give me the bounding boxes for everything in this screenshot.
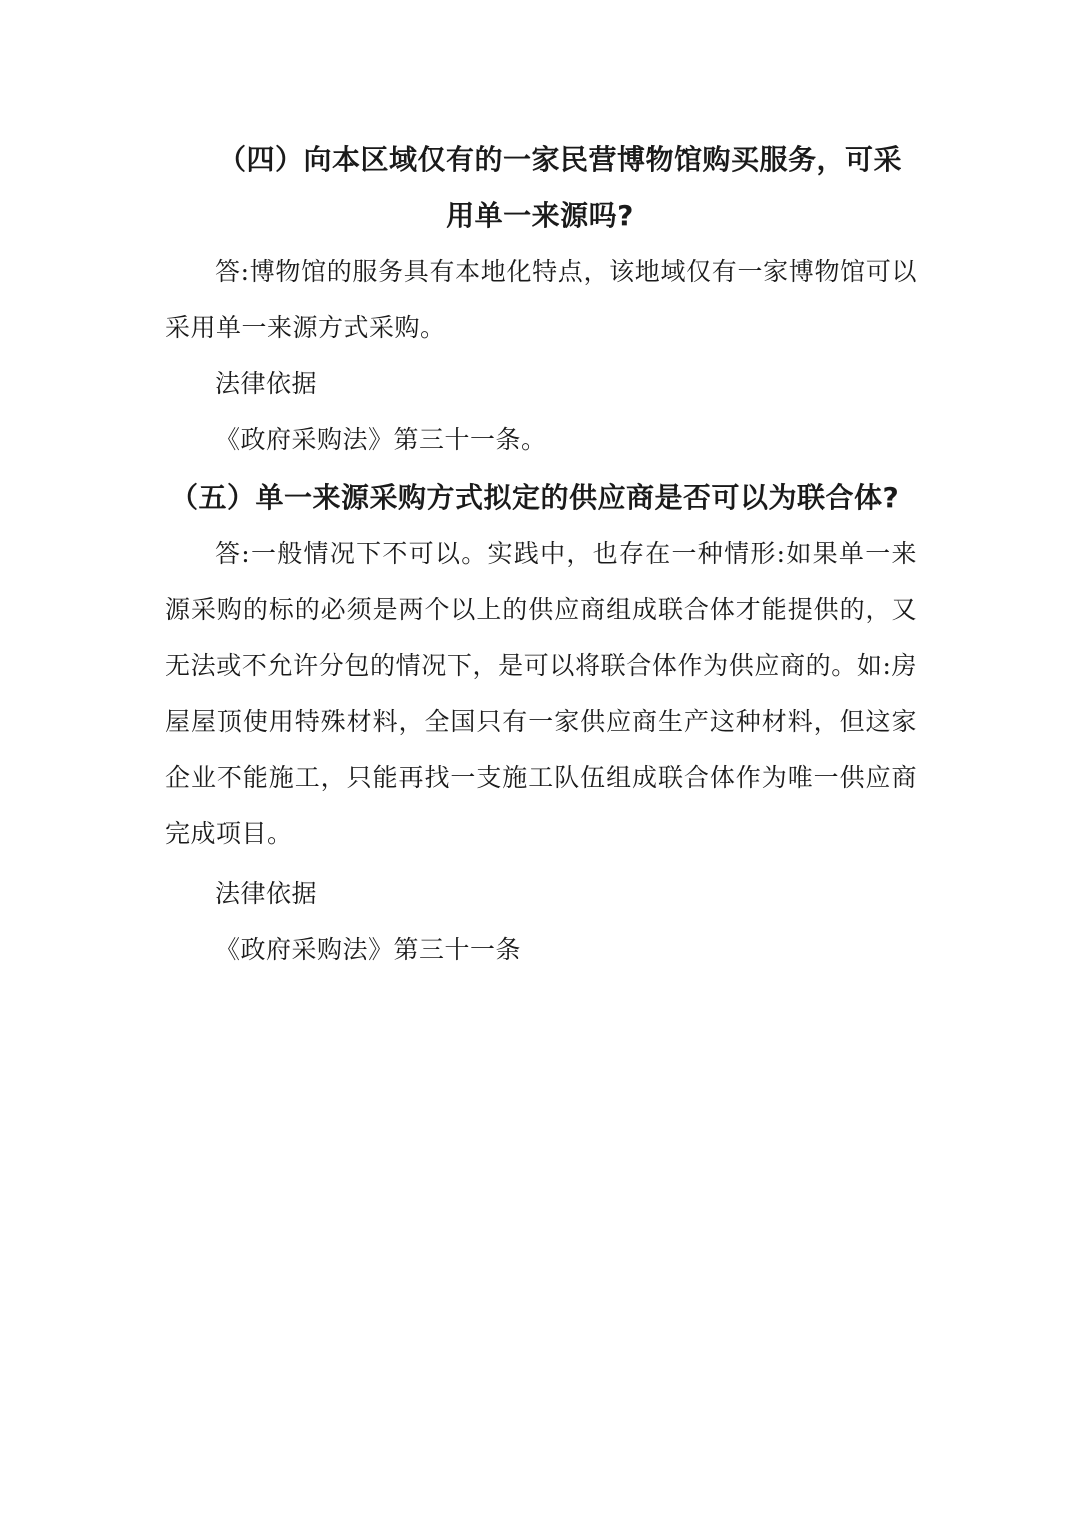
section5-heading: （五）单一来源采购方式拟定的供应商是否可以为联合体? xyxy=(170,481,900,514)
section4-basis-text: 《政府采购法》第三十一条。 xyxy=(215,425,547,454)
section4-heading-line1: （四）向本区域仅有的一家民营博物馆购买服务，可采 xyxy=(218,143,903,176)
section5-basis-text: 《政府采购法》第三十一条 xyxy=(215,935,522,964)
section4-answer: 答:博物馆的服务具有本地化特点，该地域仅有一家博物馆可以采用单一来源方式采购。 xyxy=(165,257,917,342)
section4-heading-line2: 用单一来源吗? xyxy=(446,199,634,232)
section5-answer: 答:一般情况下不可以。实践中，也存在一种情形:如果单一来源采购的标的必须是两个以上的供应商组成联合体才能提供的，又无法或不允许分包的情况下，是可以将联合体作为供应商的。如:房屋屋顶使用特殊材料，全国只有一家供应商生产这种材料，但这家企业不能施工，只能再找一支施工队伍组成联合体作为唯一供应商完成项目。 xyxy=(165,539,917,848)
section4-basis-label: 法律依据 xyxy=(215,369,318,398)
section5-basis-label: 法律依据 xyxy=(215,879,318,908)
